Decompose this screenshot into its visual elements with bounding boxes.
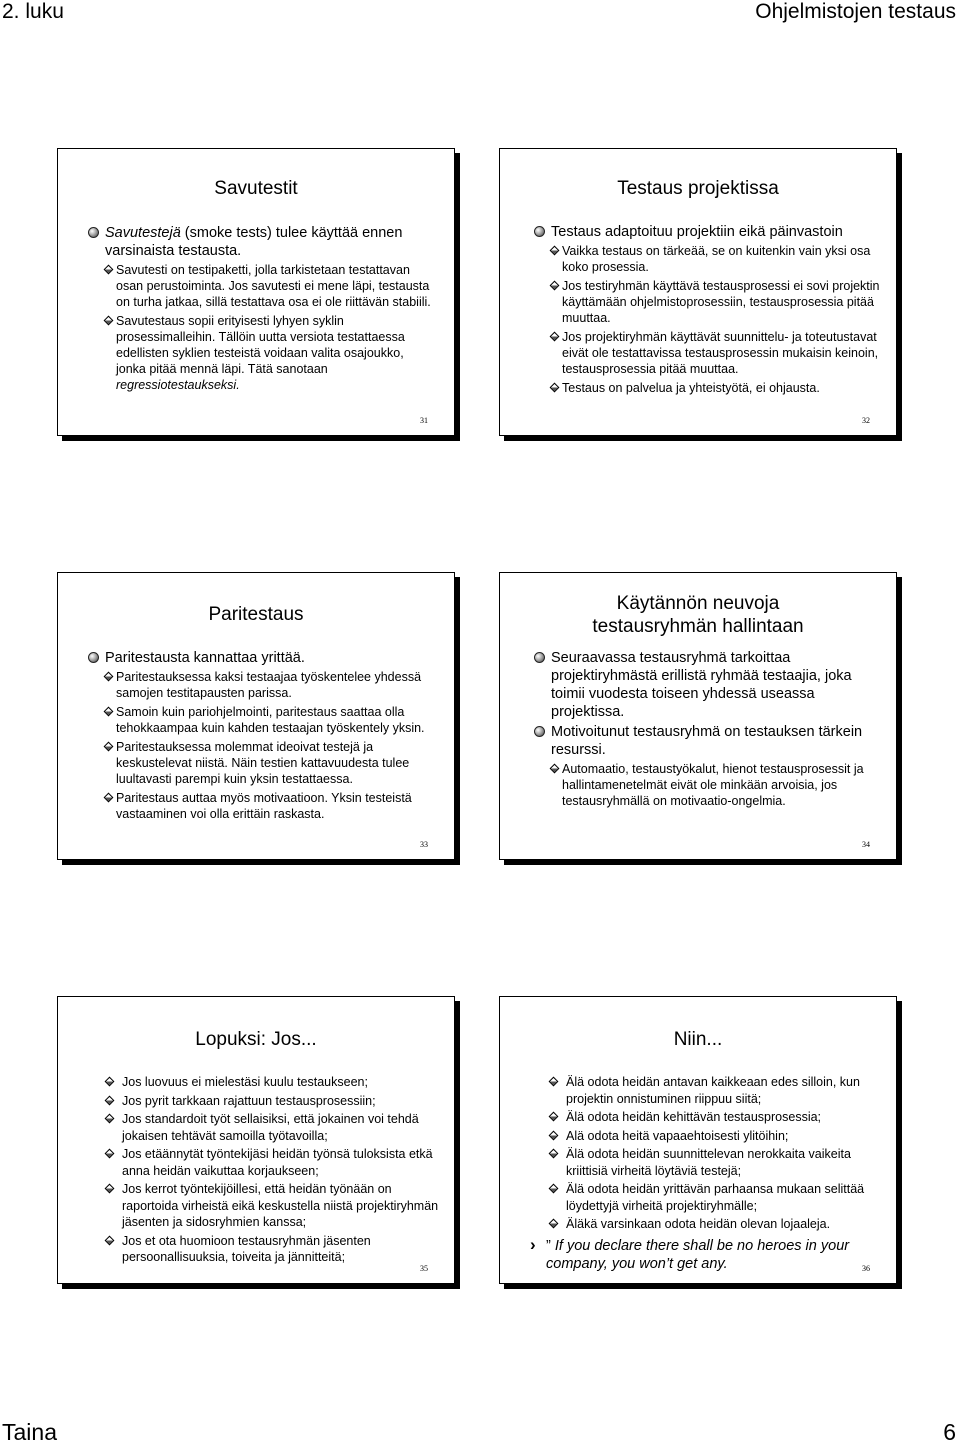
page-number: 36: [862, 1264, 870, 1273]
slide-title: Savutestit: [214, 178, 298, 199]
list-item: Jos standardoit työt sellaisiksi, että jokainen voi tehdä jokaisen tehtävät samoilla työtavoilla;: [102, 1111, 442, 1144]
document-footer-left: Taina: [2, 1419, 57, 1445]
diamond-bullet-icon: [105, 1114, 115, 1124]
slide-title: Paritestaus: [208, 604, 304, 625]
sub-bullet-item: Vaikka testaus on tärkeää, se on kuitenkin vain yksi osa koko prosessia.: [534, 243, 884, 275]
page-number: 34: [862, 840, 870, 849]
diamond-bullet-icon: [549, 1130, 559, 1140]
diamond-bullet-icon: [550, 281, 560, 291]
quote-item: › ” If you declare there shall be no heroes in your company, you won’t get any.: [530, 1234, 850, 1272]
diamond-bullet-icon: [105, 1149, 115, 1159]
diamond-bullet-icon: [105, 1184, 115, 1194]
diamond-bullet-icon: [104, 742, 114, 752]
slide-35: [57, 996, 455, 1284]
sub-bullet-item: Jos projektiryhmän käyttävät suunnittelu- ja toteutustavat eivät ole testattavissa testausprosessin mukaisin keinoin, testausprosessia pitää muuttaa.: [534, 329, 884, 377]
document-footer-right: 6: [943, 1419, 956, 1445]
diamond-bullet-icon: [549, 1219, 559, 1229]
list-item: Jos kerrot työntekijöillesi, että heidän työnään on raportoida virheistä eikä keskustella niistä projektiryhmän jäsenten ja sidosryhmien kanssa;: [102, 1181, 442, 1231]
sub-bullet-item: Paritestauksessa molemmat ideoivat testejä ja keskustelevat niistä. Näin testien kattavuudesta tulee luultavasti parempi kuin yksin testattaessa.: [88, 739, 434, 787]
slide-34: [499, 572, 897, 860]
list-item: Jos et ota huomioon testausryhmän jäsenten persoonallisuuksia, toiveita ja jännitteitä;: [102, 1233, 442, 1266]
bullet-item: Testaus adaptoituu projektiin eikä päinvastoin: [534, 223, 884, 241]
arrow-bullet-icon: ›: [530, 1234, 536, 1254]
slide-31: [57, 148, 455, 436]
bullet-ball-icon: [534, 226, 545, 237]
bullet-item: Seuraavassa testausryhmä tarkoittaa projektiryhmästä erillistä ryhmää testaajia, joka toimii vuodesta toiseen yhdessä useassa projektissa.: [534, 649, 884, 721]
diamond-bullet-icon: [105, 1095, 115, 1105]
slide-title: Niin...: [673, 1029, 723, 1050]
slide-32: [499, 148, 897, 436]
list-item: Älä odota heidän antavan kaikkeaan edes silloin, kun projektin onnistuminen riippuu siitä;: [546, 1074, 884, 1107]
sub-bullet-item: Samoin kuin pariohjelmointi, paritestaus saattaa olla tehokkaampaa kuin kahden testaajan työskentely yksin.: [88, 704, 434, 736]
slide-title: Lopuksi: Jos...: [195, 1029, 317, 1050]
diamond-bullet-icon: [549, 1184, 559, 1194]
diamond-bullet-icon: [550, 332, 560, 342]
diamond-bullet-icon: [104, 707, 114, 717]
diamond-bullet-icon: [549, 1149, 559, 1159]
list-item: Jos luovuus ei mielestäsi kuulu testaukseen;: [102, 1074, 442, 1091]
diamond-bullet-icon: [105, 1235, 115, 1245]
sub-bullet-item: Testaus on palvelua ja yhteistyötä, ei ohjausta.: [534, 380, 884, 396]
bullet-item: Savutestejä (smoke tests) tulee käyttää ennen varsinaista testausta.: [88, 224, 432, 260]
diamond-bullet-icon: [549, 1077, 559, 1087]
bullet-ball-icon: [534, 652, 545, 663]
bullet-ball-icon: [88, 227, 99, 238]
list-item: Jos etäännytät työntekijäsi heidän työnsä tuloksista etkä anna heidän vaikuttaa korjaukseen;: [102, 1146, 442, 1179]
page-number: 35: [420, 1264, 428, 1273]
slide-33: [57, 572, 455, 860]
document-header-left: 2. luku: [2, 0, 64, 23]
slide-title: Testaus projektissa: [617, 178, 779, 199]
sub-bullet-item: Paritestaus auttaa myös motivaatioon. Yksin testeistä vastaaminen voi olla erittäin raskasta.: [88, 790, 434, 822]
diamond-bullet-icon: [105, 1077, 115, 1087]
diamond-bullet-icon: [104, 316, 114, 326]
sub-bullet-item: Savutestaus sopii erityisesti lyhyen syklin prosessimalleihin. Tällöin uutta versiota testattaessa edellisten syklien testeistä voidaan valita osajoukko, jonka pitää mennä läpi. Tätä sanotaan regressiotestaukseksi.: [88, 313, 432, 393]
list-item: Älä odota heidän yrittävän parhaansa mukaan selittää löydettyjä virheitä projektiryhmälle;: [546, 1181, 884, 1214]
sub-bullet-item: Savutesti on testipaketti, jolla tarkistetaan testattavan osan perustoiminta. Jos savutesti ei mene läpi, testausta on turha jatkaa, sillä testattava osa ei ole riittävän stabiili.: [88, 262, 432, 310]
bullet-ball-icon: [534, 726, 545, 737]
page-number: 32: [862, 416, 870, 425]
diamond-bullet-icon: [104, 672, 114, 682]
diamond-bullet-icon: [104, 793, 114, 803]
bullet-ball-icon: [88, 652, 99, 663]
slide-title: Käytännön neuvoja testausryhmän hallintaan: [592, 593, 804, 637]
bullet-item: Motivoitunut testausryhmä on testauksen tärkein resurssi.: [534, 723, 884, 759]
diamond-bullet-icon: [104, 265, 114, 275]
diamond-bullet-icon: [549, 1112, 559, 1122]
list-item: Älä odota heidän suunnittelevan nerokkaita vaikeita kriittisiä virheitä löytäviä testejä;: [546, 1146, 884, 1179]
sub-bullet-item: Jos testiryhmän käyttävä testausprosessi ei sovi projektin käyttämään ohjelmistoprosessiin, testausprosessia pitää muuttaa.: [534, 278, 884, 326]
sub-bullet-item: Automaatio, testaustyökalut, hienot testausprosessit ja hallintamenetelmät eivät ole minkään arvoisia, jos testausryhmällä on motivaatio-ongelmia.: [534, 761, 884, 809]
diamond-bullet-icon: [550, 383, 560, 393]
page-number: 31: [420, 416, 428, 425]
slide-36: [499, 996, 897, 1284]
sub-bullet-item: Paritestauksessa kaksi testaajaa työskentelee yhdessä samojen testitapausten parissa.: [88, 669, 434, 701]
document-header-right: Ohjelmistojen testaus: [755, 0, 956, 23]
diamond-bullet-icon: [550, 764, 560, 774]
list-item: Äläkä varsinkaan odota heidän olevan lojaaleja.: [546, 1216, 884, 1233]
page-number: 33: [420, 840, 428, 849]
list-item: Alä odota heitä vapaaehtoisesti ylitöihin;: [546, 1128, 884, 1145]
list-item: Jos pyrit tarkkaan rajattuun testausprosessiin;: [102, 1093, 442, 1110]
bullet-item: Paritestausta kannattaa yrittää.: [88, 649, 434, 667]
list-item: Älä odota heidän kehittävän testausprosessia;: [546, 1109, 884, 1126]
diamond-bullet-icon: [550, 246, 560, 256]
